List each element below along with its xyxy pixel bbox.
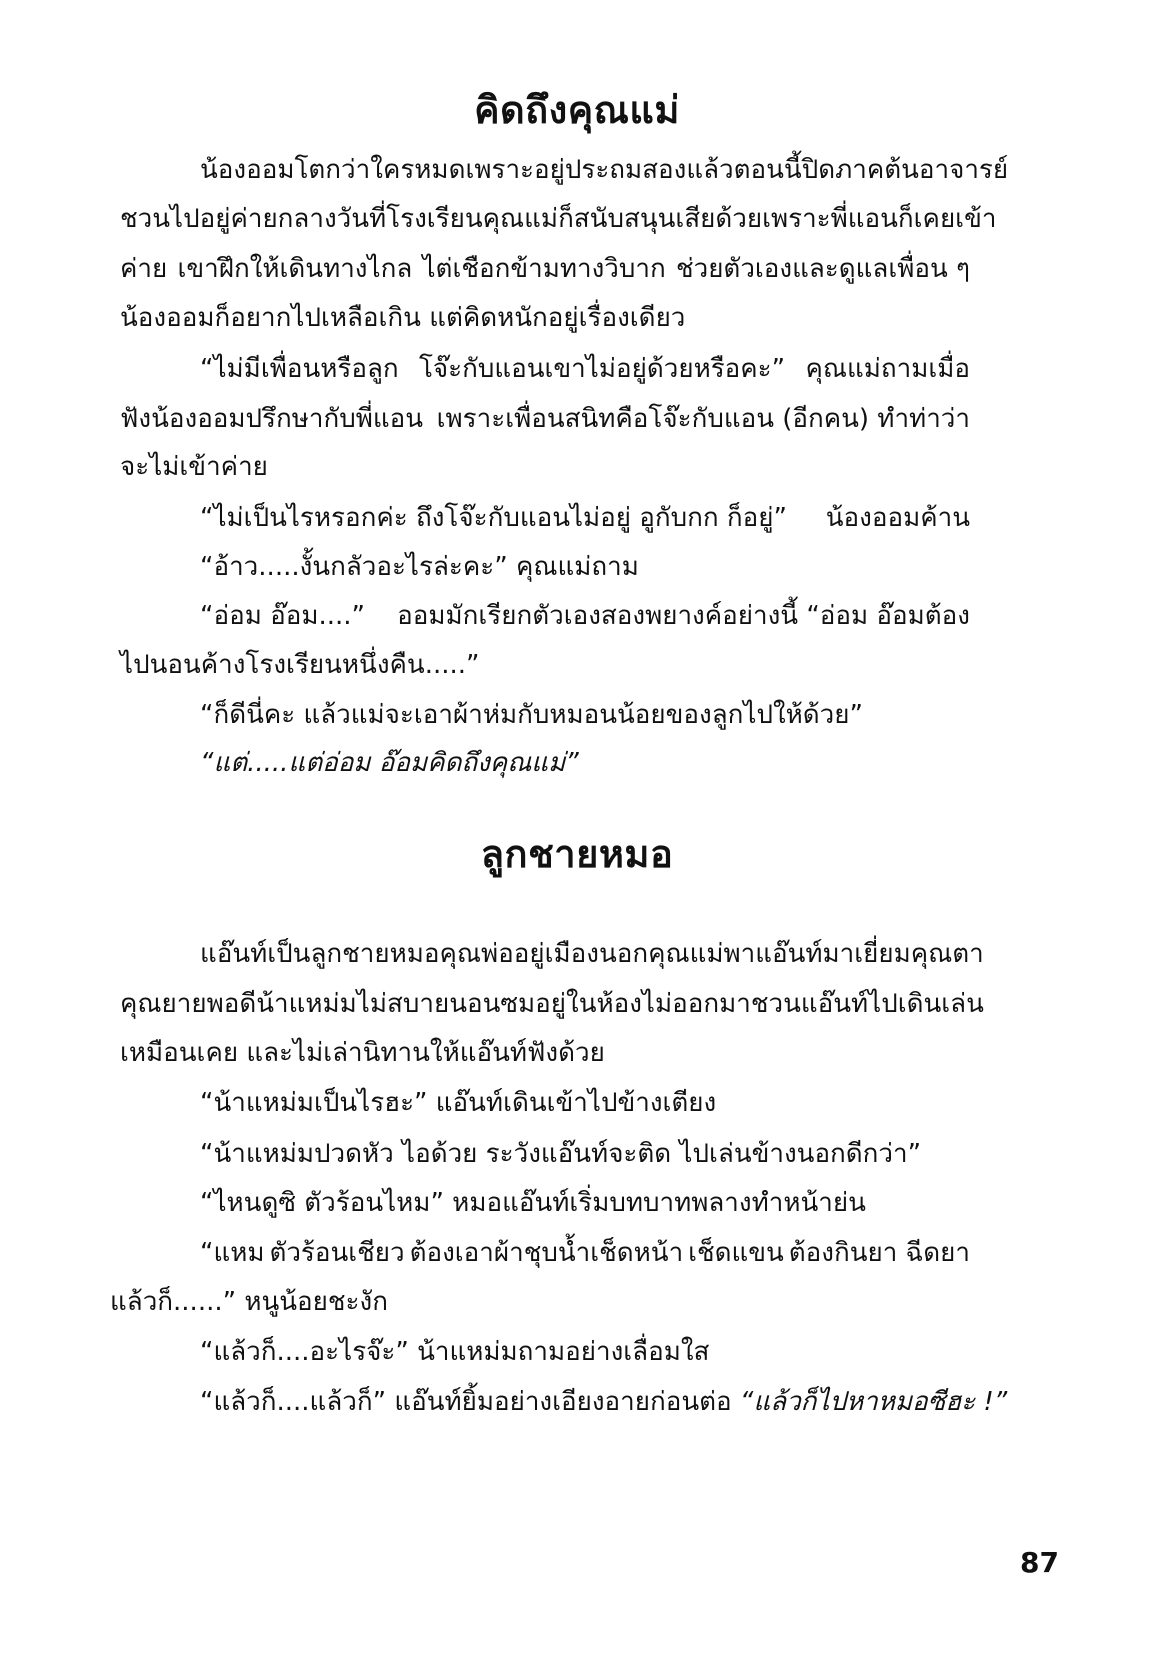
section-title-thinking-of-mother: คิดถึงคุณแม่ bbox=[474, 88, 680, 132]
text-segment: ตอนนี้ปิดภาคต้นอาจารย์ bbox=[733, 155, 1009, 185]
paragraph-line: ไปนอนค้างโรงเรียนหนึ่งคืน.....” bbox=[120, 650, 480, 680]
paragraph-line bbox=[200, 1235, 970, 1271]
paragraph-line: “ก็ดีนี่คะ แล้วแม่จะเอาผ้าห่มกับหมอนน้อยของลูกไปให้ด้วย” bbox=[200, 700, 863, 730]
paragraph-line bbox=[120, 986, 984, 1022]
paragraph-line bbox=[120, 401, 970, 437]
text-segment: ตัวร้อนเชียว bbox=[269, 1238, 405, 1268]
text-segment: ไต่เชือกข้ามทางวิบาก bbox=[422, 254, 666, 284]
text-segment: เขาฝึกให้เดินทางไกล bbox=[177, 254, 413, 284]
text-segment: คุณแม่ก็สนับสนุนเสียด้วยเพราะพี่แอนก็เคยเข้า bbox=[482, 204, 997, 234]
section-title-doctor-son: ลูกชายหมอ bbox=[480, 832, 674, 876]
text-segment: ต้องเอาผ้าชุบน้ำเช็ดหน้า bbox=[409, 1238, 684, 1268]
paragraph-line bbox=[120, 201, 997, 237]
paragraph-line-italic: “แต่.....แต่อ่อม อ๊อมคิดถึงคุณแม่” bbox=[200, 748, 579, 778]
paragraph-line bbox=[200, 152, 1009, 188]
paragraph-line: เหมือนเคย และไม่เล่านิทานให้แอ๊นท์ฟังด้วย bbox=[120, 1038, 605, 1068]
text-segment: เช็ดแขน bbox=[688, 1238, 784, 1268]
text-segment: “แล้วก็....แล้วก็” แอ๊นท์ยิ้มอย่างเอียงอายก่อนต่อ bbox=[200, 1387, 740, 1417]
text-segment: นอนซมอยู่ในห้อง bbox=[449, 989, 642, 1019]
text-segment: “ไม่มีเพื่อนหรือลูก bbox=[200, 354, 399, 384]
paragraph-line: “แล้วก็....อะไรจ๊ะ” น้าแหม่มถามอย่างเลื่อมใส bbox=[200, 1337, 710, 1367]
paragraph-line bbox=[200, 936, 984, 972]
paragraph-line bbox=[200, 1384, 1007, 1420]
text-segment: น้องออมโตกว่าใครหมดเพราะอยู่ประถมสองแล้ว bbox=[200, 155, 734, 185]
paragraph-line: แล้วก็......” หนูน้อยชะงัก bbox=[110, 1287, 388, 1317]
text-segment: โจ๊ะกับแอนเขาไม่อยู่ด้วยหรือคะ” bbox=[418, 354, 786, 384]
paragraph-line: “ไหนดูซิ ตัวร้อนไหม” หมอแอ๊นท์เริ่มบทบาทพลางทำหน้าย่น bbox=[200, 1188, 866, 1218]
text-segment: ช่วยตัวเองและดูแลเพื่อน ๆ bbox=[675, 254, 970, 284]
text-segment: เพราะเพื่อนสนิทคือโจ๊ะกับแอน (อีกคน) ทำท่าว่า bbox=[436, 404, 970, 434]
text-segment: ออมมักเรียกตัวเองสองพยางค์อย่างนี้ “อ่อม อ๊อมต้อง bbox=[397, 601, 970, 631]
paragraph-line: จะไม่เข้าค่าย bbox=[120, 452, 268, 482]
text-segment: ต้องกินยา ฉีดยา bbox=[788, 1238, 970, 1268]
text-segment: “แหม bbox=[200, 1238, 265, 1268]
text-segment: ค่าย bbox=[120, 254, 168, 284]
text-segment: แอ๊นท์เป็นลูกชายหมอ bbox=[200, 939, 440, 969]
paragraph-line bbox=[200, 351, 970, 387]
paragraph-line bbox=[120, 251, 970, 287]
paragraph-line: น้องออมก็อยากไปเหลือเกิน แต่คิดหนักอยู่เรื่องเดียว bbox=[120, 303, 686, 333]
page-number: 87 bbox=[1020, 1546, 1059, 1579]
text-segment: คุณยาย bbox=[120, 989, 207, 1019]
paragraph-line: “อ้าว.....งั้นกลัวอะไรล่ะคะ” คุณแม่ถาม bbox=[200, 552, 639, 582]
text-segment: ชวนไปอยู่ค่ายกลางวันที่โรงเรียน bbox=[120, 204, 483, 234]
text-segment: น้องออมค้าน bbox=[825, 503, 970, 533]
text-segment: “ไม่เป็นไรหรอกค่ะ ถึงโจ๊ะกับแอนไม่อยู่ อูกับกก ก็อยู่” bbox=[200, 503, 787, 533]
paragraph-line: “น้าแหม่มปวดหัว ไอด้วย ระวังแอ๊นท์จะติด ไปเล่นข้างนอกดีกว่า” bbox=[200, 1139, 922, 1169]
paragraph-line bbox=[200, 598, 970, 634]
text-segment: “อ่อม อ๊อม....” bbox=[200, 601, 366, 631]
text-segment: ไม่ออกมาชวนแอ๊นท์ไปเดินเล่น bbox=[641, 989, 984, 1019]
paragraph-line bbox=[200, 500, 970, 536]
text-segment: ฟังน้องออมปรึกษากับพี่แอน bbox=[120, 404, 424, 434]
text-segment: พอดีน้าแหม่มไม่สบาย bbox=[206, 989, 450, 1019]
paragraph-line: “น้าแหม่มเป็นไรฮะ” แอ๊นท์เดินเข้าไปข้างเตียง bbox=[200, 1088, 717, 1118]
text-segment-italic: “แล้วก็ไปหาหมอซีฮะ !” bbox=[739, 1387, 1008, 1417]
text-segment: คุณแม่พาแอ๊นท์มาเยี่ยมคุณตา bbox=[648, 939, 984, 969]
text-segment: คุณแม่ถามเมื่อ bbox=[805, 354, 970, 384]
text-segment: คุณพ่ออยู่เมืองนอก bbox=[439, 939, 649, 969]
